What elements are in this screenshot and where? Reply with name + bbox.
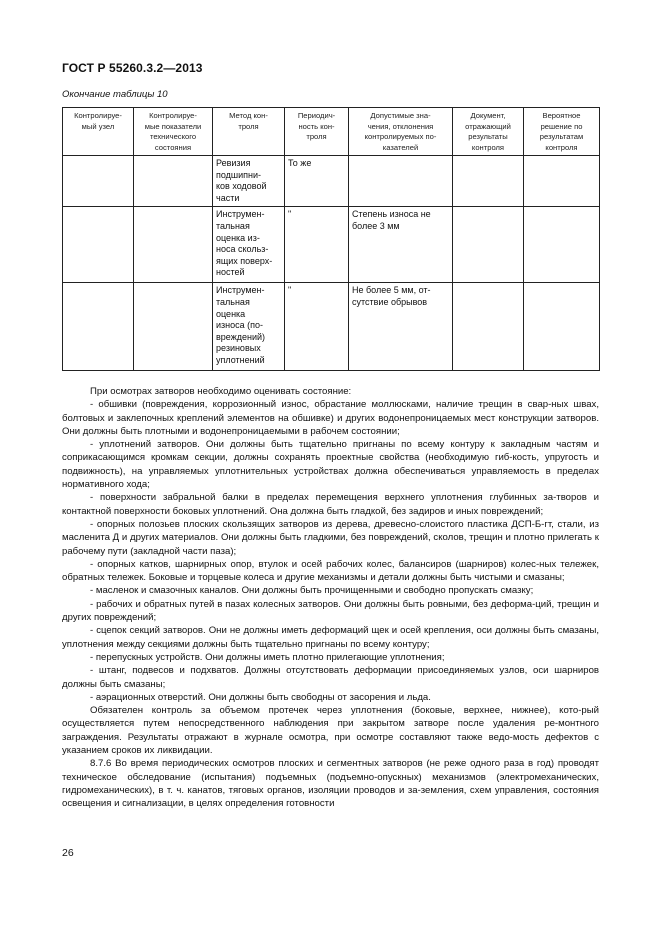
col-header-document: Документ, отражающий результаты контроля (453, 108, 524, 156)
table-10 (62, 107, 600, 371)
table-cell (349, 156, 453, 207)
table-cell (453, 283, 524, 371)
table-header-row (63, 108, 600, 156)
table-cell: Не более 5 мм, от- сутствие обрывов (349, 283, 453, 371)
page-number: 26 (62, 847, 74, 859)
col-header-decision: Вероятное решение по результатам контроля (524, 108, 600, 156)
paragraph: - поверхности забральной балки в пределах перемещения верхнего уплотнения глубинных за-творов и контактной поверхности боковых уплотнений. Она должна быть гладкой, без задиров и иных повреждений; (62, 492, 599, 517)
paragraph: - уплотнений затворов. Они должны быть тщательно пригнаны по всему контуру к закладным частям и соприкасающимся кромкам секции, должны сохранять проектные свойства (необходимую гиб-кость, упругость и подвижность), на управляемых уплотнительных устройствах должна обеспечиваться управляемость в пределах нормативного хода; (62, 439, 599, 491)
table-cell: Степень износа не более 3 мм (349, 207, 453, 283)
table-caption: Окончание таблицы 10 (62, 89, 168, 100)
paragraph: - опорных полозьев плоских скользящих затворов из дерева, древесно-слоистого пластика ДСП-Б-гт, стали, из масленита Д и других материалов. Они должны быть гладкими, без повреждений, сколов, трещин и плотно прилегать к рабочему пути (закладной части паза); (62, 518, 599, 557)
table-row (63, 283, 600, 371)
table-cell (63, 283, 134, 371)
col-header-allowed-values: Допустимые зна- чения, отклонения контролируемых по- казателей (349, 108, 453, 156)
table-cell: " (285, 283, 349, 371)
body-text (62, 385, 599, 811)
paragraph: - штанг, подвесов и подхватов. Должны отсутствовать деформации присоединяемых узлов, оси шарниров должны быть смазаны; (62, 665, 599, 690)
table-cell (134, 283, 213, 371)
table-cell (63, 207, 134, 283)
table-row (63, 156, 600, 207)
paragraph: - опорных катков, шарнирных опор, втулок и осей рабочих колес, балансиров (шарниров) колес-ных тележек, обратных тележек. Боковые и торцевые колеса и другие механизмы и детали должны быть чистыми и смазаны; (62, 558, 599, 584)
table-cell: Инструмен- тальная оценка из- носа скольз- ящих поверх- ностей (213, 207, 285, 283)
table-cell (524, 283, 600, 371)
paragraph: - обшивки (повреждения, коррозионный износ, обрастание моллюсками, наличие трещин в свар-ных швах, болтовых и заклепочных креплений элементов на обшивке) и других водонепроницаемых мест конструкции затворов. Они должны быть плотными и водонепроницаемыми в рабочем состоянии; (62, 399, 599, 437)
col-header-periodicity: Периодич- ность кон- троля (285, 108, 349, 156)
paragraph: - аэрационных отверстий. Они должны быть свободны от засорения и льда. (90, 691, 431, 703)
table-row (63, 207, 600, 283)
table-cell (134, 156, 213, 207)
table-cell (134, 207, 213, 283)
paragraph: 8.7.6 Во время периодических осмотров плоских и сегментных затворов (не реже одного раза в год) проводят техническое обследование (испытания) подъемных (подъемно-опускных) механизмов (электромеханических, гидромеханических), в т. ч. канатов, тяговых органов, изоляции проводов и за-земления, схем управления, состояния освещения и сигнализации, в целях определения готовности (62, 758, 599, 810)
table-cell (453, 207, 524, 283)
table-cell (63, 156, 134, 207)
paragraph: - перепускных устройств. Они должны иметь плотно прилегающие уплотнения; (90, 651, 445, 663)
document-header: ГОСТ Р 55260.3.2—2013 (62, 61, 203, 75)
paragraph: При осмотрах затворов необходимо оценивать состояние: (90, 386, 352, 397)
col-header-indicators: Контролируе- мые показатели технического состояния (134, 108, 213, 156)
col-header-method: Метод кон- троля (213, 108, 285, 156)
table-cell: Ревизия подшипни- ков ходовой части (213, 156, 285, 207)
col-header-unit: Контролируе- мый узел (63, 108, 134, 156)
paragraph: - сцепок секций затворов. Они не должны иметь деформаций щек и осей крепления, оси должны быть смазаны, уплотнения между секциями должны быть тщательно пригнаны по всему контуру; (62, 625, 599, 650)
paragraph: Обязателен контроль за объемом протечек через уплотнения (боковые, верхнее, нижнее), кото-рый осуществляется путем непосредственного наблюдения при закрытом затворе после удаления ре-монтного заграждения. Результаты отражают в журнале осмотра, при осмотре составляют также ведо-мость дефектов с указанием сроков их ликвидации. (62, 705, 599, 757)
table-cell (524, 156, 600, 207)
table-cell: " (285, 207, 349, 283)
table-cell: Инструмен- тальная оценка износа (по- вреждений) резиновых уплотнений (213, 283, 285, 371)
table-cell (453, 156, 524, 207)
table-cell: То же (285, 156, 349, 207)
paragraph: - масленок и смазочных каналов. Они должны быть прочищенными и свободно пропускать смазку; (90, 585, 534, 597)
table-cell (524, 207, 600, 283)
paragraph: - рабочих и обратных путей в пазах колесных затворов. Они должны быть ровными, без деформа-ций, трещин и других повреждений; (62, 598, 599, 624)
